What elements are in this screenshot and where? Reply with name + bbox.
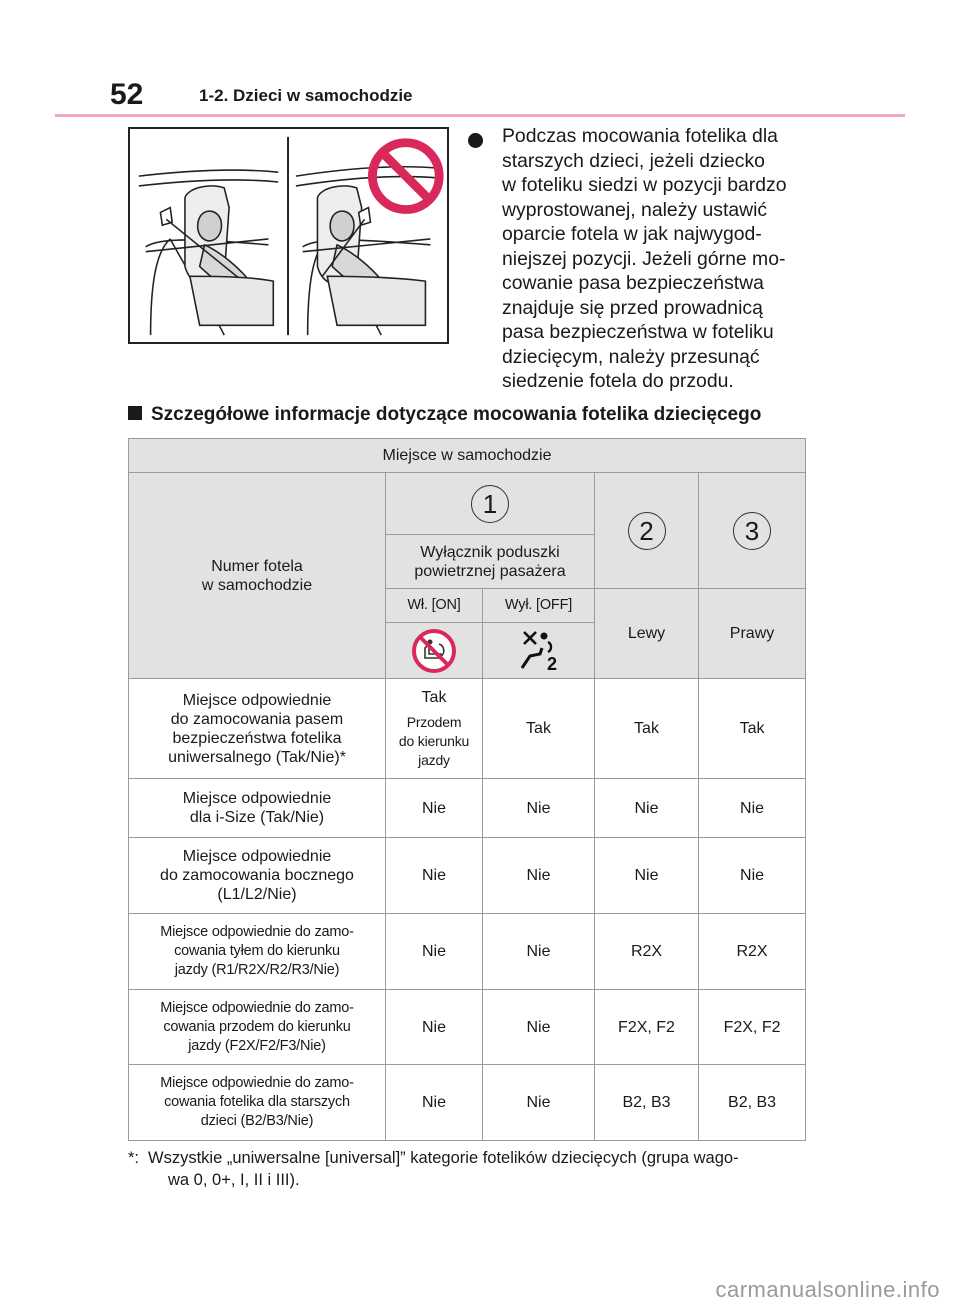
row-label [129,1065,386,1141]
svg-text:2: 2 [546,653,557,674]
seat-number-circle: 2 [628,512,666,550]
airbag-switch-label-line: powietrznej pasażera [414,562,566,580]
bullet-paragraph [468,124,828,394]
row-cell: Nie [483,779,595,838]
row-cell: Nie [483,990,595,1065]
airbag-on-prohibited-icon [411,628,457,674]
row-cell: Nie [483,838,595,914]
footnote-line: Wszystkie „uniwersalne [universal]” kategorie fotelików dziecięcych (grupa wago- [148,1149,739,1167]
row-label-line: bezpieczeństwa fotelika [172,729,342,747]
bullet-text: Podczas mocowania fotelika dla starszych dzieci, jeżeli dziecko w foteliku siedzi w pozycji bardzo wyprostowanej, należy ustawić oparcie fotela w jak najwygod- niejszej pozycji. Jeżeli górne mo- cowanie pasa bezpieczeństwa znajduje się przed prowadnicą pasa bezpieczeństwa w foteliku dziecięcym, należy przesunąć siedzenie fotela do przodu. [502,125,787,392]
square-bullet-icon [128,406,142,420]
prohibition-sign-icon [372,143,439,210]
subheading [128,404,761,426]
header-rule [55,114,905,117]
row-cell: Nie [386,779,483,838]
footnote-line: wa 0, 0+, I, II i III). [168,1171,300,1189]
row-label [129,914,386,990]
seat-number-circle: 3 [733,512,771,550]
seat-number-circle: 1 [471,485,509,523]
row-label-line: jazdy (R1/R2X/R2/R3/Nie) [174,962,340,978]
row-cell: R2X [595,914,699,990]
row-label-line: Miejsce odpowiednie [182,691,332,709]
child-seat-illustration [128,127,449,344]
cell-note-line: jazdy [418,751,450,768]
seat-number-label [129,473,386,679]
location-header: Miejsce w samochodzie [129,439,806,473]
row-label-line: cowania przodem do kierunku [163,1018,351,1035]
watermark: carmanualsonline.info [715,1277,940,1302]
row-label-line: Miejsce odpowiednie [182,848,332,865]
row-cell: B2, B3 [699,1065,806,1141]
airbag-switch-label-line: Wyłącznik poduszki [420,543,560,561]
cell-note-line: Przodem [406,713,462,730]
seat-number-1 [386,473,595,535]
row-label-line: (L1/L2/Nie) [217,886,297,903]
row-label-line: Miejsce odpowiednie [182,790,332,807]
row-cell: Tak [699,679,806,779]
row-cell: Nie [386,914,483,990]
row-cell: B2, B3 [595,1065,699,1141]
seat-number-label-line: w samochodzie [201,576,313,594]
row-label-line: Miejsce odpowiednie do zamo- [160,1075,354,1091]
cell-note-line: do kierunku [398,732,470,749]
seat-number-3 [699,473,806,589]
row-cell: F2X, F2 [595,990,699,1065]
row-label-line: cowania fotelika dla starszych [164,1094,350,1110]
row-label-line: cowania tyłem do kierunku [174,943,340,959]
row-cell: Nie [595,779,699,838]
airbag-on-icon-cell [386,623,483,679]
seat-info-table [128,438,806,1141]
row-cell: Nie [595,838,699,914]
subheading-text: Szczegółowe informacje dotyczące mocowania fotelika dziecięcego [151,404,762,425]
row-label-line: do zamocowania pasem [170,710,344,728]
row-label-line: dzieci (B2/B3/Nie) [200,1113,314,1129]
row-label-line: Miejsce odpowiednie do zamo- [160,924,354,940]
row-cell: Nie [699,838,806,914]
page-header [0,0,960,116]
row-label-line: Miejsce odpowiednie do zamo- [160,999,354,1016]
row-label [129,990,386,1065]
row-cell: Nie [386,990,483,1065]
footnote-mark: *: [128,1149,140,1167]
left-label: Lewy [595,589,699,679]
seat-number-label-line: Numer fotela [211,557,303,575]
section-title: 1-2. Dzieci w samochodzie [199,86,413,105]
airbag-on-label: Wł. [ON] [386,589,483,623]
footnote [128,1147,808,1191]
row-cell: Nie [483,914,595,990]
seat-number-2 [595,473,699,589]
row-cell: Nie [386,838,483,914]
row-cell: Tak [483,679,595,779]
airbag-off-passenger-icon [514,628,564,674]
right-label: Prawy [699,589,806,679]
child-seat-drawing [130,129,447,342]
airbag-off-icon-cell [483,623,595,679]
row-label-line: dla i-Size (Tak/Nie) [189,809,325,826]
row-label [129,779,386,838]
row-cell: Tak [595,679,699,779]
row-label [129,838,386,914]
airbag-switch-label [386,535,595,589]
row-cell: Nie [483,1065,595,1141]
row-cell: Nie [699,779,806,838]
airbag-off-label: Wył. [OFF] [483,589,595,623]
row-cell [386,679,483,779]
page-number: 52 [110,78,144,111]
bullet-dot-icon [468,133,483,148]
row-cell: F2X, F2 [699,990,806,1065]
cell-value: Tak [421,688,447,706]
row-label [129,679,386,779]
row-label-line: do zamocowania bocznego [160,867,354,884]
row-label-line: uniwersalnego (Tak/Nie)* [168,748,346,766]
row-cell: R2X [699,914,806,990]
row-label-line: jazdy (F2X/F2/F3/Nie) [188,1037,326,1054]
row-cell: Nie [386,1065,483,1141]
